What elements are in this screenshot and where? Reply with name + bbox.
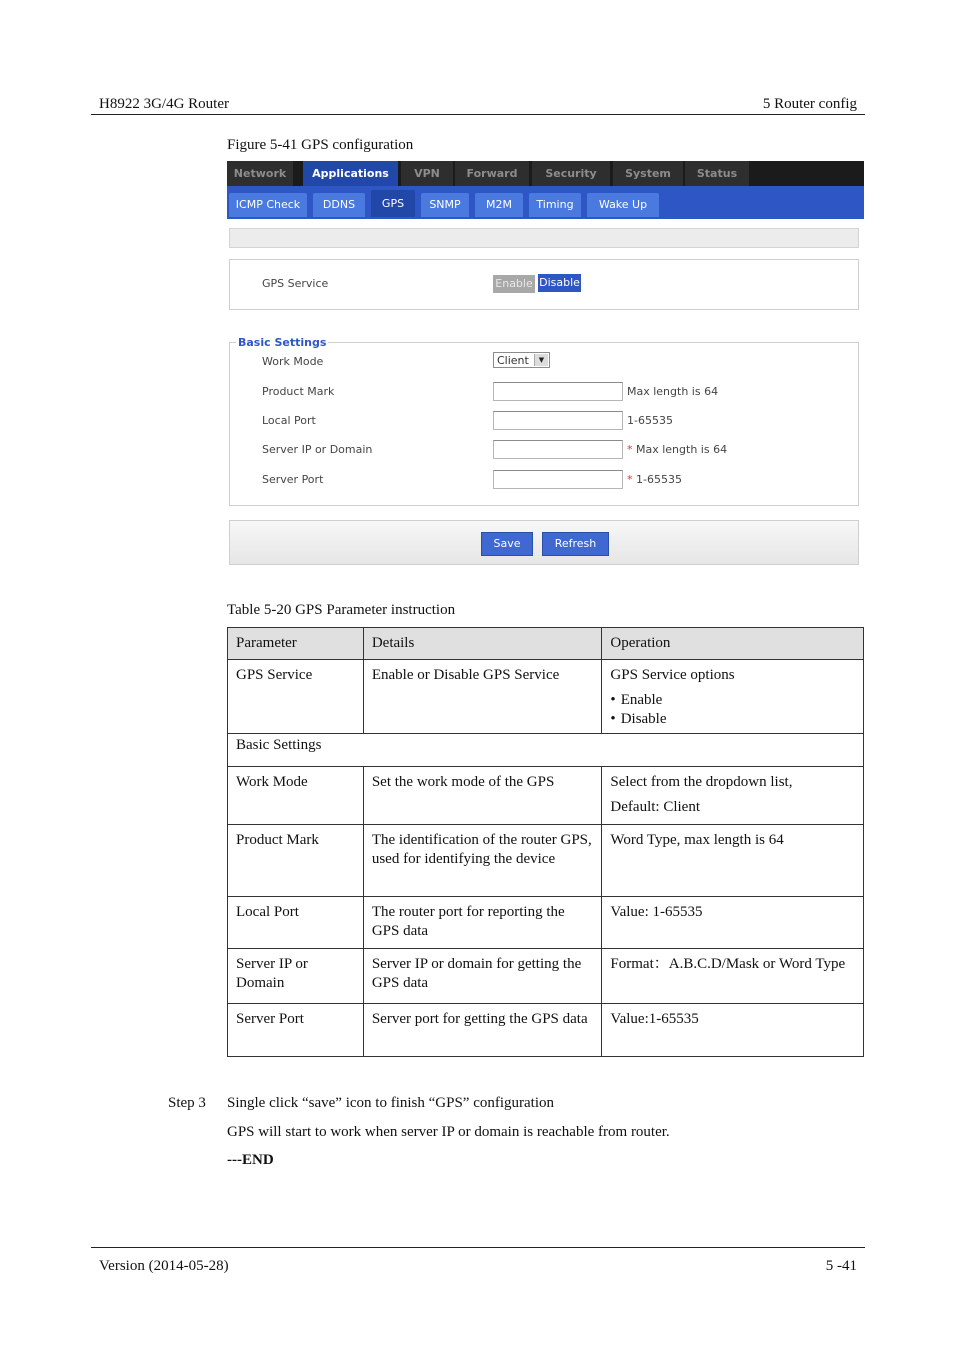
step-note: GPS will start to work when server IP or domain is reachable from router. bbox=[227, 1124, 670, 1140]
server-port-label: Server Port bbox=[262, 473, 324, 486]
table-row bbox=[228, 825, 864, 897]
header-details: Details bbox=[363, 628, 602, 660]
work-mode-select[interactable] bbox=[493, 352, 550, 368]
header-doc-title: H8922 3G/4G Router bbox=[99, 96, 229, 112]
subtab-m2m[interactable]: M2M bbox=[475, 193, 523, 217]
save-button[interactable]: Save bbox=[481, 532, 533, 556]
step-label: Step 3 bbox=[168, 1095, 206, 1111]
product-mark-input[interactable] bbox=[493, 382, 623, 401]
footer-version: Version (2014-05-28) bbox=[99, 1258, 229, 1274]
enable-button[interactable]: Enable bbox=[493, 275, 535, 293]
gps-config-screenshot bbox=[227, 161, 864, 573]
cell-details: Set the work mode of the GPS bbox=[363, 767, 602, 825]
cell-parameter: GPS Service bbox=[228, 660, 364, 734]
table-header-row bbox=[228, 628, 864, 660]
subtab-icmp-check[interactable]: ICMP Check bbox=[229, 193, 307, 217]
tab-system[interactable]: System bbox=[613, 161, 685, 186]
operation-line: Default: Client bbox=[610, 799, 700, 815]
tab-security[interactable]: Security bbox=[532, 161, 612, 186]
top-nav-bar bbox=[227, 161, 864, 186]
required-mark: * bbox=[627, 473, 633, 486]
table-row bbox=[228, 1004, 864, 1057]
subtab-snmp[interactable]: SNMP bbox=[421, 193, 469, 217]
subtab-ddns[interactable]: DDNS bbox=[313, 193, 365, 217]
server-port-input[interactable] bbox=[493, 470, 623, 489]
required-mark: * bbox=[627, 443, 633, 456]
basic-settings-legend: Basic Settings bbox=[238, 336, 327, 349]
table-row bbox=[228, 660, 864, 734]
action-bar bbox=[229, 520, 859, 565]
table-row bbox=[228, 767, 864, 825]
gps-service-panel bbox=[229, 259, 859, 310]
tab-forward[interactable]: Forward bbox=[455, 161, 531, 186]
local-port-hint: 1-65535 bbox=[627, 414, 673, 427]
cell-operation: Value:1-65535 bbox=[602, 1004, 864, 1057]
server-ip-hint: * Max length is 64 bbox=[627, 443, 728, 456]
header-parameter: Parameter bbox=[228, 628, 364, 660]
work-mode-label: Work Mode bbox=[262, 355, 324, 368]
section-label: Basic Settings bbox=[228, 734, 864, 767]
step-text: Single click “save” icon to finish “GPS” configuration bbox=[227, 1095, 555, 1111]
footer-rule bbox=[91, 1247, 865, 1248]
cell-parameter: Local Port bbox=[228, 897, 364, 949]
table-caption: Table 5-20 GPS Parameter instruction bbox=[227, 602, 456, 618]
local-port-input[interactable] bbox=[493, 411, 623, 430]
bullet-item: • Enable bbox=[610, 691, 855, 710]
operation-title: GPS Service options bbox=[610, 667, 735, 683]
tab-applications[interactable]: Applications bbox=[303, 161, 400, 186]
cell-details: The router port for reporting the GPS data bbox=[363, 897, 602, 949]
server-ip-input[interactable] bbox=[493, 440, 623, 459]
cell-operation bbox=[602, 767, 864, 825]
tab-network[interactable]: Network bbox=[227, 161, 295, 186]
header-operation: Operation bbox=[602, 628, 864, 660]
info-bar bbox=[229, 228, 859, 248]
cell-details: Enable or Disable GPS Service bbox=[363, 660, 602, 734]
cell-parameter: Server IP or Domain bbox=[228, 949, 364, 1004]
tab-status[interactable]: Status bbox=[685, 161, 751, 186]
cell-details: The identification of the router GPS, used for identifying the device bbox=[363, 825, 602, 897]
server-ip-label: Server IP or Domain bbox=[262, 443, 373, 456]
subtab-timing[interactable]: Timing bbox=[529, 193, 581, 217]
header-rule bbox=[91, 114, 865, 115]
section-row bbox=[228, 734, 864, 767]
cell-parameter: Server Port bbox=[228, 1004, 364, 1057]
work-mode-value: Client bbox=[497, 354, 529, 367]
gps-parameter-table bbox=[227, 627, 864, 1057]
disable-button[interactable]: Disable bbox=[538, 274, 581, 292]
cell-operation bbox=[602, 660, 864, 734]
subtab-wake-up[interactable]: Wake Up bbox=[587, 193, 659, 217]
product-mark-hint: Max length is 64 bbox=[627, 385, 719, 398]
end-marker: ---END bbox=[227, 1152, 274, 1168]
subtab-gps[interactable]: GPS bbox=[371, 190, 415, 217]
tab-vpn[interactable]: VPN bbox=[401, 161, 455, 186]
cell-parameter: Work Mode bbox=[228, 767, 364, 825]
server-port-hint: * 1-65535 bbox=[627, 473, 682, 486]
cell-parameter: Product Mark bbox=[228, 825, 364, 897]
sub-nav-bar bbox=[227, 186, 864, 219]
table-row bbox=[228, 897, 864, 949]
refresh-button[interactable]: Refresh bbox=[542, 532, 609, 556]
footer-page-number: 5 -41 bbox=[825, 1258, 857, 1274]
cell-operation: Word Type, max length is 64 bbox=[602, 825, 864, 897]
figure-caption: Figure 5-41 GPS configuration bbox=[227, 137, 414, 153]
operation-line: Select from the dropdown list, bbox=[610, 774, 793, 790]
chevron-down-icon: ▼ bbox=[534, 354, 548, 366]
cell-operation: Format：A.B.C.D/Mask or Word Type bbox=[602, 949, 864, 1004]
gps-service-label: GPS Service bbox=[262, 277, 329, 290]
bullet-item: • Disable bbox=[610, 710, 855, 729]
cell-details: Server port for getting the GPS data bbox=[363, 1004, 602, 1057]
cell-operation: Value: 1-65535 bbox=[602, 897, 864, 949]
table-row bbox=[228, 949, 864, 1004]
basic-settings-panel bbox=[229, 336, 859, 506]
cell-details: Server IP or domain for getting the GPS data bbox=[363, 949, 602, 1004]
local-port-label: Local Port bbox=[262, 414, 316, 427]
header-chapter: 5 Router config bbox=[762, 96, 857, 112]
product-mark-label: Product Mark bbox=[262, 385, 335, 398]
